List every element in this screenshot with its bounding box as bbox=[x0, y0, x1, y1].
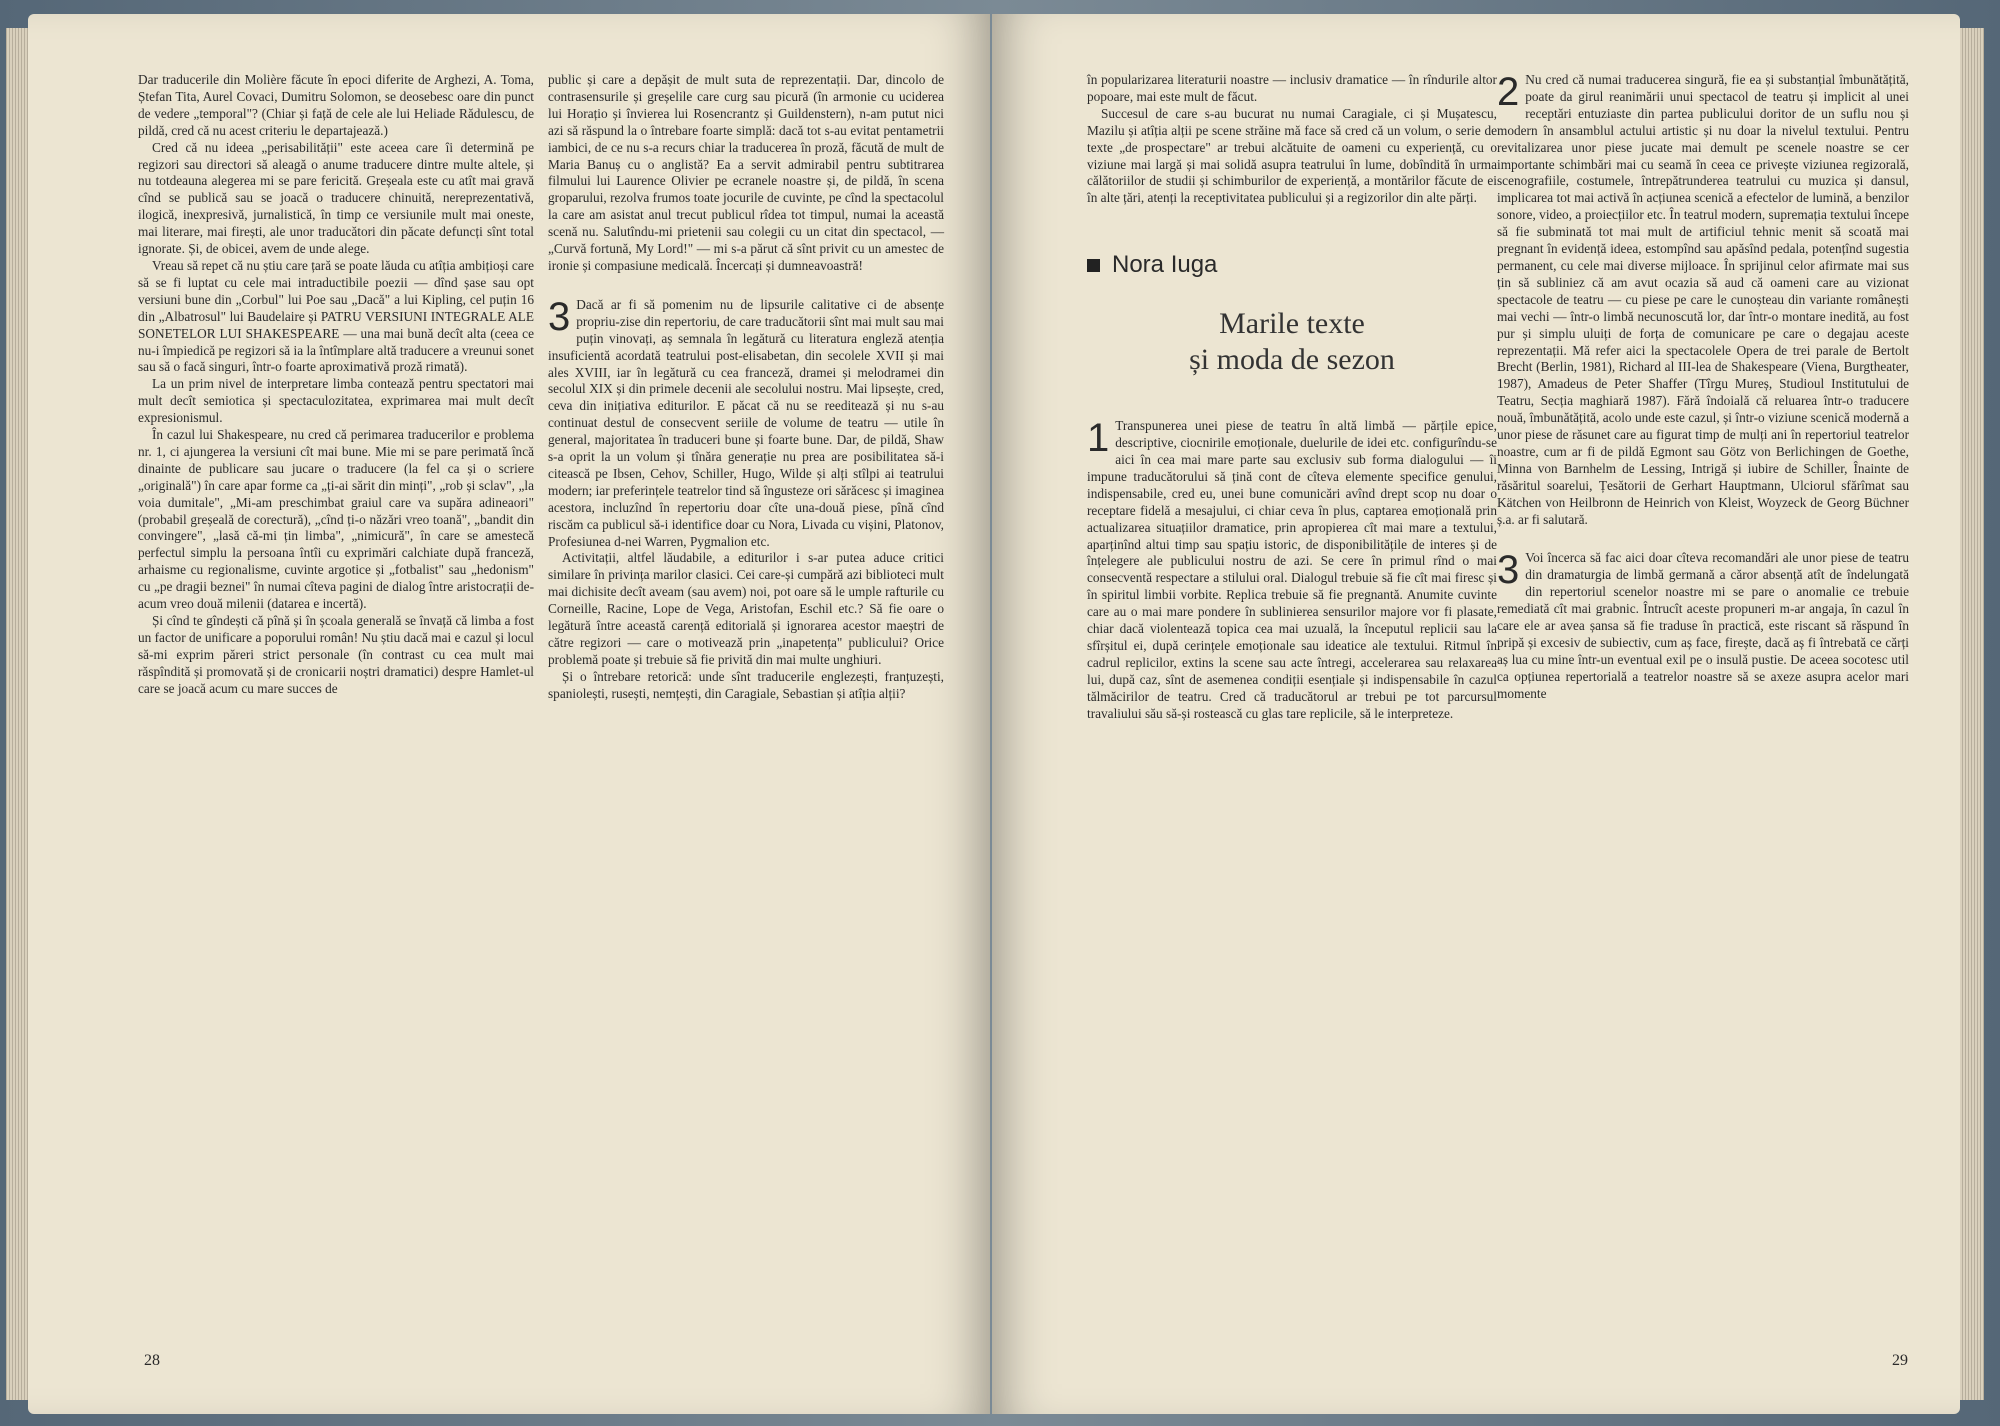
paragraph: Transpunerea unei piese de teatru în altă limbă — părțile epice, descriptive, ciocnirile emoționale, duelurile de idei etc. configurîndu-se aici în cea mai mare parte sau exclusiv sub forma dialogului — îi impune traducătorului să țină cont de cîteva elemente specifice genului, indispensabile, cred eu, unei bune comunicări avînd drept scop nu doar o receptare fidelă a mesajului, ci chiar ceva în plus, captarea emoțională prin actualizarea situațiilor dramatice, prin apropierea cît mai mare a textului, aparținînd altui timp sau spațiu istoric, de disponibilitățile de interes și de înțelegere ale publicului nostru de azi. Se cere în primul rînd o mai consecventă respectare a stilului oral. Dialogul trebuie să fie cît mai firesc și în spiritul limbii vorbite. Replica trebuie să fie pregnantă. Anumite cuvinte care au o mai mare pondere în sublinierea sensurilor majore vor fi plasate, chiar dacă violentează topica cea mai uzuală, la începutul replicii sau la sfîrșitul ei, după cerințele emoționale sau ideatice ale textului. Ritmul în cadrul replicilor, extins la scene sau acte întregi, accelerarea sau relaxarea lui, după caz, sînt de asemenea condiții esențiale și indispensabile în cazul tălmăcirilor de teatru. Cred că traducătorul ar trebui pe tot parcursul travaliului său să-și rostească cu glas tare replicile, să le interpreteze. bbox=[1087, 418, 1497, 721]
section-number: 2 bbox=[1497, 70, 1520, 114]
article-title bbox=[1087, 306, 1497, 378]
paragraph: Voi încerca să fac aici doar cîteva recomandări ale unor piese de teatru din dramaturgia de limbă germană a căror absență atît de îndelungată din repertoriul scenelor noastre mi se pare o anomalie ce trebuie remediată cît mai grabnic. Întrucît aceste propuneri m-ar angaja, în cazul în care ele ar avea șansa să fie traduse în practică, este riscant să răspund în pripă și excesiv de subiectiv, cum aș face, firește, dacă aș fi întrebată ce cărți aș lua cu mine într-un eventual exil pe o insulă pustie. De aceea socotesc util ca opțiunea repertorială a teatrelor noastre să se axeze asupra acelor mari momente bbox=[1497, 550, 1909, 701]
paragraph: Cred că nu ideea „perisabilității" este aceea care îi determină pe regizori sau directori să aleagă o anume traducere dintre multe altele, și nu totdeauna alegerea mi se pare fericită. Greșeala este cu atît mai gravă cînd se publică sau se joacă o traducere chinuită, nereprezentativă, ilogică, inexpresivă, jurnalistică, în timp ce versiunile mult mai oneste, mai literare, mai firești, ale unor traducători din păcate defuncți sînt total ignorate. Și, de obicei, avem de unde alege. bbox=[138, 139, 534, 257]
left-column-2 bbox=[548, 72, 944, 703]
article-author bbox=[1087, 251, 1497, 279]
paragraph: public și care a depășit de mult suta de reprezentații. Dar, dincolo de contrasensurile și greșelile care curg sau picură (în armonie cu uciderea lui Horațio și învierea lui Rosencrantz și Guildenstern), n-am putut nici azi să răspund la o întrebare foarte simplă: dacă tot s-au evitat pentametrii iambici, de ce nu s-a recurs chiar la traducerea în proză, făcută de mult de Maria Banuș cu o anglistă? Ea a servit admirabil pentru subtitrarea filmului lui Laurence Olivier pe ecranele noastre și, de pildă, în scena groparului, rezolva frumos toate jocurile de cuvinte, pe cînd la spectacolul la care am asistat anul trecut publicul rîdea tot timpul, numai la această scenă nu. Salutîndu-mi prietenii sau colegii cu un citat din spectacol, — „Curvă fortună, My Lord!" — mi s-a părut că sînt privit cu un amestec de ironie și compasiune medicală. Încercați și dumneavoastră! bbox=[548, 72, 944, 273]
right-column-1 bbox=[1087, 72, 1497, 722]
paragraph: Dar traducerile din Molière făcute în epoci diferite de Arghezi, A. Toma, Ștefan Tita, Aurel Covaci, Dumitru Solomon, se deosebesc oare din punct de vedere „temporal"? (Chiar și față de cele ale lui Heliade Rădulescu, de pildă, cred că nu acest criteriu le departajează.) bbox=[138, 72, 534, 138]
author-name: Nora Iuga bbox=[1112, 251, 1218, 279]
paragraph: La un prim nivel de interpretare limba contează pentru spectatori mai mult decît semiotica și spectaculozitatea, exprimarea mai mult decît expresionismul. bbox=[138, 376, 534, 426]
paragraph: Și o întrebare retorică: unde sînt traducerile englezești, franțuzești, spaniolești, rusești, nemțești, din Caragiale, Sebastian și atîția alții? bbox=[548, 668, 944, 701]
page-edges-left bbox=[6, 28, 28, 1400]
right-page bbox=[992, 14, 1960, 1414]
paragraph: în popularizarea literaturii noastre — inclusiv dramatice — în rîndurile altor popoare, mai este mult de făcut. bbox=[1087, 72, 1497, 104]
section-3 bbox=[548, 294, 944, 703]
section-number: 1 bbox=[1087, 416, 1110, 461]
section-number: 3 bbox=[548, 294, 571, 339]
section-2 bbox=[1497, 72, 1909, 528]
paragraph: Nu cred că numai traducerea singură, fie ea și substanțial îmbunătățită, poate da girul reanimării unui spectacol de teatru și implicit al unei receptări entuziaste din partea publicului doritor de un suflu nou și modern în ansamblul actului artistic și nu doar la nivelul textului. Pentru revitalizarea unor piese jucate mai demult pe scenele noastre se cer importante schimbări mai cu seamă în ceea ce privește viziunea regizorală, scenografiile, costumele, întrepătrunderea teatrului cu muzica și dansul, implicarea tot mai activă în acțiunea scenică a efectelor de lumină, a benzilor sonore, video, a proiecțiilor etc. În teatrul modern, supremația textului începe să fie subminată tot mai mult de artificiul tehnic menit să scoată mai pregnant în evidență ideea, estompînd sau apăsînd pedala, potențînd sugestia permanent, cu cele mai diverse mijloace. În sprijinul celor afirmate mai sus țin să subliniez că am avut ocazia să aud că oameni care au vizionat spectacole de teatru — cu piese pe care le cunoșteau din variante românești mai vechi — într-o limbă necunoscută lor, dar într-o montare inedită, au fost pur și simplu uluiți de forța de comunicare pe care o degajau aceste reprezentații. Mă refer aici la spectacolele Opera de trei parale de Bertolt Brecht (Berlin, 1981), Richard al III-lea de Shakespeare (Viena, Burgtheater, 1987), Amadeus de Peter Shaffer (Tîrgu Mureș, Studioul Institutului de Teatru, Secția maghiară 1987). Fără îndoială că reluarea într-o traducere nouă, îmbunătățită, acolo unde este cazul, și într-o viziune scenică modernă a unor piese de răsunet care au figurat timp de mulți ani în repertoriul teatrelor noastre, cum ar fi de pildă Egmont sau Götz von Berlichingen de Goethe, Minna von Barnhelm de Lessing, Intrigă și iubire de Schiller, Înainte de răsăritul soarelui, Țesătorii de Gerhart Hauptmann, Ulciorul sfărîmat sau Kätchen von Heilbronn de Heinrich von Kleist, Woyzeck de Georg Büchner ș.a. ar fi salutară. bbox=[1497, 72, 1909, 527]
paragraph: Vreau să repet că nu știu care țară se poate lăuda cu atîția ambițioși care să se fi luptat cu cele mai intraductibile poezii — dînd șase sau opt versiuni bune din „Corbul" lui Poe sau „Dacă" a lui Kipling, cel puțin 16 din „Albatrosul" lui Baudelaire și PATRU VERSIUNI INTEGRALE ALE SONETELOR LUI SHAKESPEARE — una mai bună decît alta (ceea ce nu-i împiedică pe regizori să ia la întîmplare altă traducere a vreunui sonet sau să o facă singuri, într-o foarte aproximativă proză rimată). bbox=[138, 257, 534, 375]
page-edges-right bbox=[1960, 28, 1984, 1400]
title-line-1: Marile texte bbox=[1219, 307, 1365, 341]
paragraph: Dacă ar fi să pomenim nu de lipsurile calitative ci de absențe propriu-zise din repertoriu, de care traducătorii sînt mai mult sau mai puțin vinovați, aș semnala în legătură cu literatura engleză atenția insuficientă acordată teatrului post-elisabetan, din secolele XVII și mai ales XVIII, iar în legătură cu cea franceză, dramei și melodramei din secolul XIX și din primele decenii ale secolului nostru. Mai lipsește, cred, ceva din inițiativa editurilor. E păcat că nu se reeditează și nu s-au continuat destul de consecvent seriile de volume de teatru — utile în general, majoritatea în traduceri bune și foarte bune. Dar, de pildă, Shaw s-a oprit la un volum și tînăra generație nu prea are posibilitatea să-i citească pe Ibsen, Cehov, Schiller, Hugo, Wilde și alți stîlpi ai teatrului modern; iar preferințele teatrelor tind să îngusteze ori sărăcesc și imaginea acestora, incluzînd în repertoriu doar cîte una-două piese, pînă cînd riscăm ca publicul să-i identifice doar cu Nora, Livada cu vișini, Platonov, Profesiunea d-nei Warren, Pygmalion etc. bbox=[548, 296, 944, 549]
square-bullet-icon bbox=[1087, 259, 1100, 272]
paragraph: Succesul de care s-au bucurat nu numai Caragiale, ci și Mușatescu, Mazilu și atîția alții pe scene străine mă face să cred că un volum, o serie de texte „de prospectare" ar trebui alcătuite de oameni cu experiență, cu o viziune mai largă și mai solidă asupra teatrului în lume, dobîndită în urma călătoriilor de studii și schimburilor de experiență, a montărilor făcute de ei în alte țări, atenți la receptivitatea publicului și a regizorilor din alte părți. bbox=[1087, 105, 1497, 206]
section-number: 3 bbox=[1497, 548, 1520, 593]
page-number: 29 bbox=[1892, 1352, 1908, 1369]
paragraph: Activitații, altfel lăudabile, a editurilor i s-ar putea aduce critici similare în privința marilor clasici. Cei care-și cumpără azi biblioteci mult mai dichisite decît aveam (sau avem) noi, pot oare să le umple rafturile cu Corneille, Racine, Lope de Vega, Aristofan, Eschil etc.? Să fie oare o legătură între această carență editorială și ignorarea acestor maeștri de către regizori — care o motivează prin „inapetența" publicului? Orice problemă poate și trebuie să fie privită din mai multe unghiuri. bbox=[548, 550, 944, 667]
left-column-1 bbox=[138, 72, 534, 698]
title-line-2: și moda de sezon bbox=[1189, 343, 1395, 377]
section-3 bbox=[1497, 550, 1909, 702]
page-number: 28 bbox=[144, 1352, 160, 1369]
paragraph: În cazul lui Shakespeare, nu cred că perimarea traducerilor e problema nr. 1, ci ajungerea la versiuni cît mai bune. Mie mi se pare perimată încă dinainte de publicare sau jucare o traducere (la fel ca și o scriere „originală") în care apar forme ca „ți-ai sărit din minți", „rob și sclav", „la voia dumitale", „Mi-am preschimbat graiul care va supăra adineaori" (probabil greșeală de corectură), „cînd ți-o năzări vreo toană", „bandit din convingere", „lasă că-mi țin limba", „nimicură", în care se amestecă perfectul simplu la persoana întîi cu exprimări calchiate după franceză, arhaisme cu regionalisme, cuvinte argotice și „fotbalist" sau „hedonism" cu „pe dragii beznei" în numai cîteva pagini de dialog între aristocrații de-acum vreo două milenii (datarea e incertă). bbox=[138, 427, 534, 612]
right-column-2 bbox=[1497, 72, 1909, 703]
left-page bbox=[28, 14, 990, 1414]
section-1 bbox=[1087, 418, 1497, 722]
paragraph: Și cînd te gîndești că pînă și în școala generală se învață că limba a fost un factor de unificare a poporului român! Nu știu dacă mai e cazul și locul să-mi exprim păreri strict personale (în contrast cu cea mult mai răspîndită și promovată și de cronicarii noștri dramatici) despre Hamlet-ul care se joacă acum cu mare succes de bbox=[138, 613, 534, 696]
